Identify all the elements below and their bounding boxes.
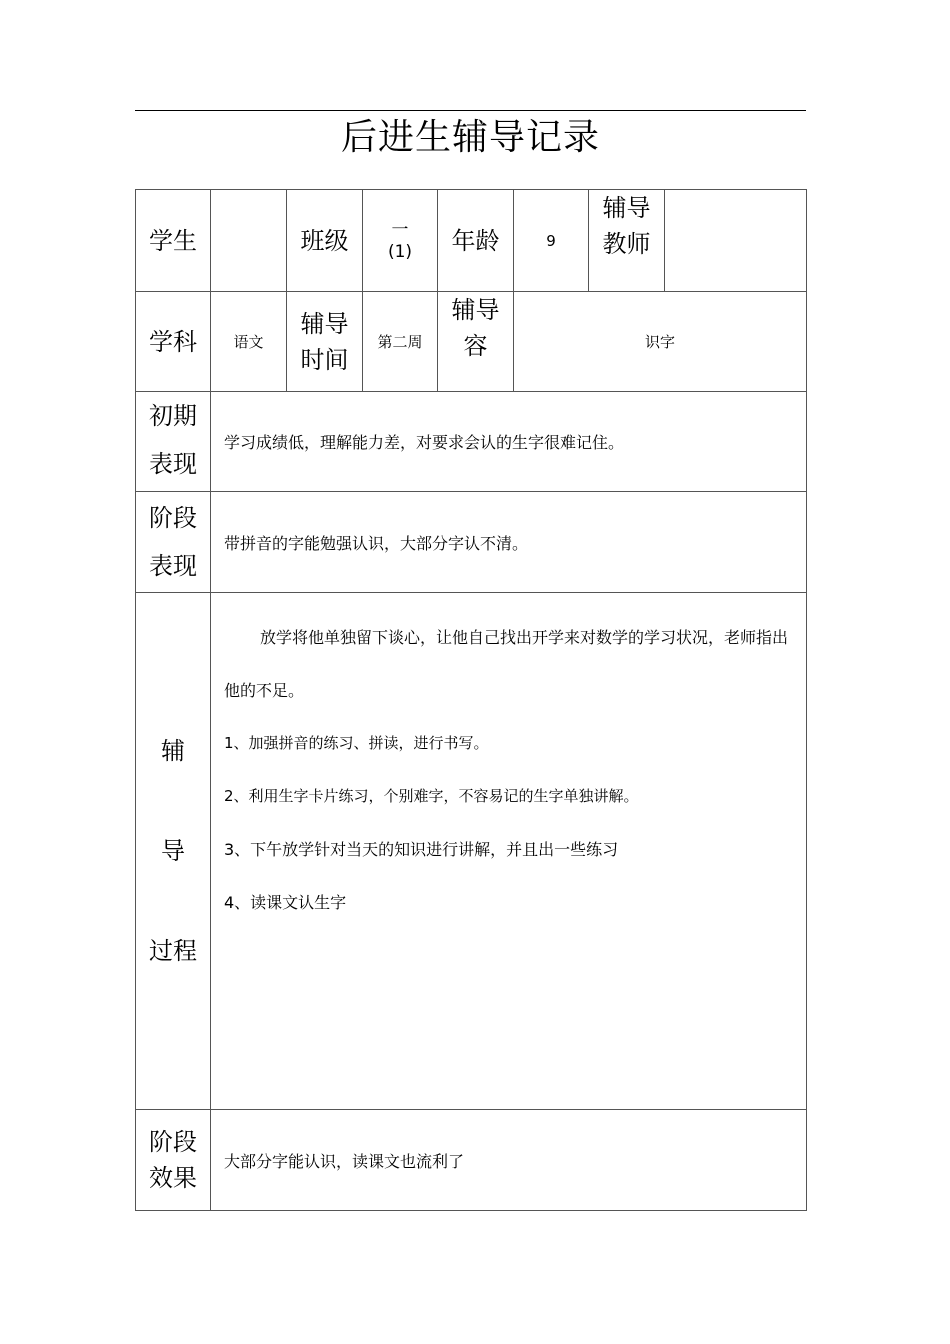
class-value-section: (1)	[387, 241, 413, 262]
initial-label-line-2: 表现	[149, 450, 197, 478]
subject-value: 语文	[211, 292, 287, 392]
process-label	[136, 593, 211, 1110]
subject-label: 学科	[136, 292, 211, 392]
age-value: 9	[514, 190, 589, 292]
process-step: 1、加强拼音的练习、拼读，进行书写。	[224, 734, 489, 752]
teacher-label-line-1: 辅导	[602, 194, 651, 222]
content-label-line-2: 容	[463, 332, 488, 360]
content-label-line-1: 辅导	[451, 296, 500, 324]
time-label	[287, 292, 363, 392]
initial-label	[136, 392, 211, 492]
process-step: 2、利用生字卡片练习，个别难字，不容易记的生字单独讲解。	[224, 787, 639, 805]
effect-label-line-2: 效果	[149, 1164, 197, 1192]
effect-label-line-1: 阶段	[149, 1128, 197, 1156]
time-value: 第二周	[363, 292, 438, 392]
time-label-line-2: 时间	[300, 345, 349, 374]
page-title: 后进生辅导记录	[340, 117, 600, 158]
stage-text: 带拼音的字能勉强认识，大部分字认不清。	[211, 492, 807, 593]
initial-text: 学习成绩低，理解能力差，对要求会认的生字很难记住。	[211, 392, 807, 492]
top-rule	[135, 110, 806, 111]
table-row-session-info	[136, 292, 807, 392]
table-row-stage	[136, 492, 807, 593]
table-row-initial	[136, 392, 807, 492]
table-row-effect	[136, 1110, 807, 1211]
process-label-line-2: 导	[161, 837, 185, 865]
teacher-label-line-2: 教师	[602, 230, 651, 258]
class-value-grade: 一	[391, 219, 409, 240]
process-label-line-3: 过程	[149, 937, 197, 965]
class-label: 班级	[287, 190, 363, 292]
content-label	[438, 292, 514, 392]
content-value: 识字	[514, 292, 807, 392]
initial-label-line-1: 初期	[149, 402, 197, 430]
time-label-line-1: 辅导	[300, 309, 349, 338]
class-value	[363, 190, 438, 292]
process-intro: 放学将他单独留下谈心，让他自己找出开学来对数学的学习状况，老师指出他的不足。	[224, 628, 789, 700]
process-label-line-1: 辅	[161, 737, 185, 765]
process-step: 4、读课文认生字	[224, 893, 347, 912]
table-row-basic-info	[136, 190, 807, 292]
record-table	[135, 189, 807, 1211]
student-value	[211, 190, 287, 292]
stage-label-line-1: 阶段	[149, 504, 197, 532]
table-row-process	[136, 593, 807, 1110]
process-step: 3、下午放学针对当天的知识进行讲解，并且出一些练习	[224, 840, 619, 859]
teacher-label	[589, 190, 665, 292]
effect-label	[136, 1110, 211, 1211]
process-content	[211, 593, 807, 1110]
age-label: 年龄	[438, 190, 514, 292]
stage-label	[136, 492, 211, 593]
student-label: 学生	[136, 190, 211, 292]
effect-text: 大部分字能认识，读课文也流利了	[211, 1110, 807, 1211]
teacher-value	[665, 190, 807, 292]
stage-label-line-2: 表现	[149, 552, 197, 580]
